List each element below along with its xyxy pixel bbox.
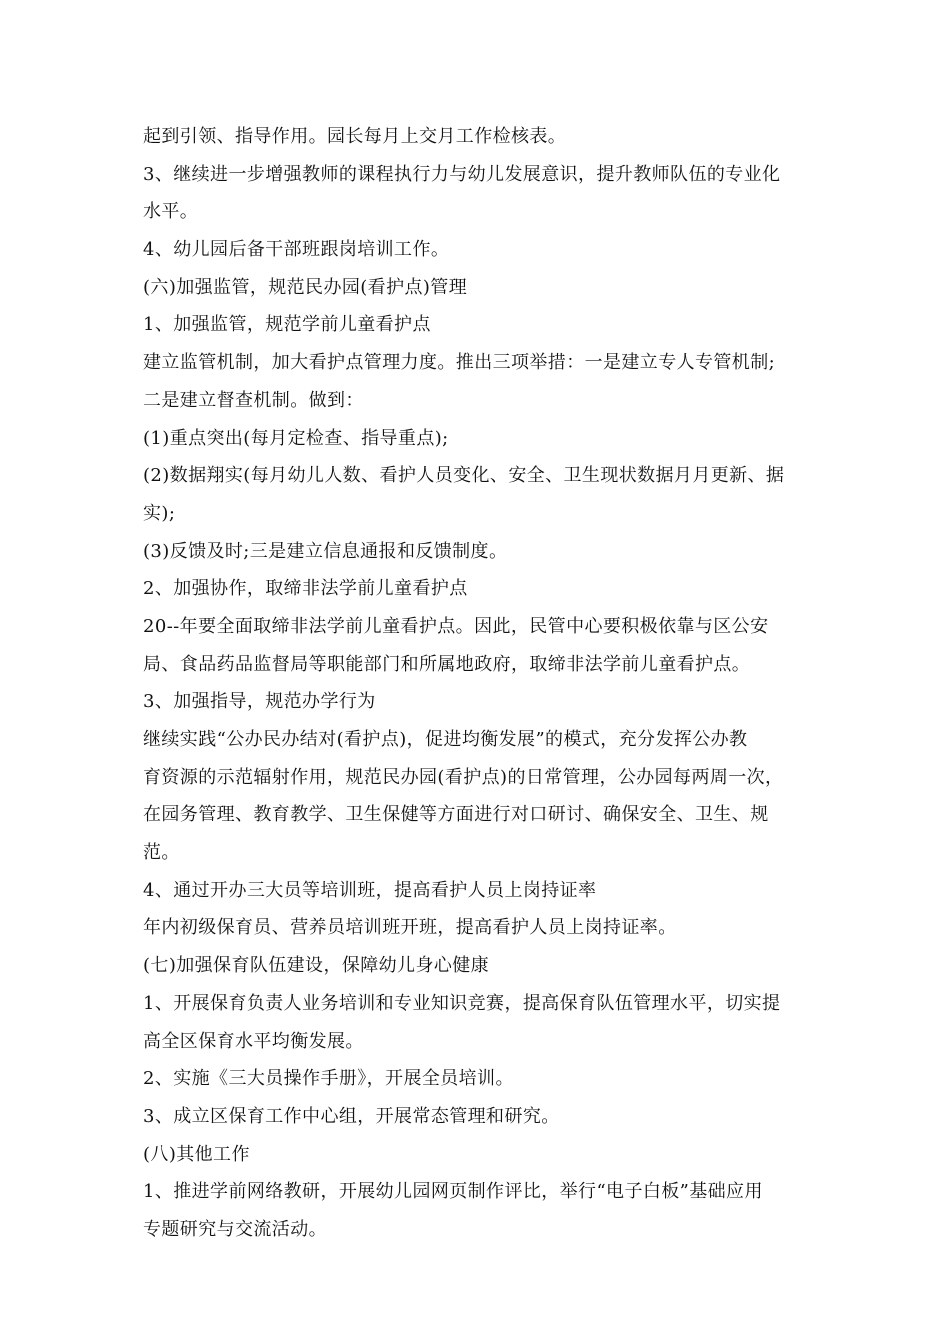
text-line: 4、幼儿园后备干部班跟岗培训工作。 — [143, 239, 450, 261]
text-line: 3、成立区保育工作中心组，开展常态管理和研究。 — [143, 1105, 560, 1127]
text-line: 水平。 — [143, 201, 199, 223]
text-line: 1、开展保育负责人业务培训和专业知识竞赛，提高保育队伍管理水平，切实提 — [143, 992, 781, 1014]
text-line: 起到引领、指导作用。园长每月上交月工作检核表。 — [143, 126, 567, 147]
text-line: 高全区保育水平均衡发展。 — [143, 1030, 364, 1052]
text-line: 专题研究与交流活动。 — [143, 1218, 327, 1240]
text-line: 建立监管机制，加大看护点管理力度。推出三项举措：一是建立专人专管机制; — [143, 352, 776, 374]
text-line: 实); — [143, 502, 176, 524]
section-heading: (六)加强监管，规范民办园(看护点)管理 — [143, 276, 468, 298]
text-line: 育资源的示范辐射作用，规范民办园(看护点)的日常管理，公办园每两周一次， — [143, 766, 784, 788]
text-line: 1、推进学前网络教研，开展幼儿园网页制作评比，举行“电子白板”基础应用 — [143, 1181, 763, 1203]
text-line: 继续实践“公办民办结对(看护点)，促进均衡发展”的模式，充分发挥公办教 — [143, 729, 748, 750]
text-line: 2、加强协作，取缔非法学前儿童看护点 — [143, 578, 468, 600]
text-line: 3、加强指导，规范办学行为 — [143, 691, 376, 713]
text-line: 二是建立督查机制。做到： — [143, 389, 364, 411]
text-line: (2)数据翔实(每月幼儿人数、看护人员变化、安全、卫生现状数据月月更新、据 — [143, 465, 785, 487]
text-line: 年内初级保育员、营养员培训班开班，提高看护人员上岗持证率。 — [143, 917, 677, 939]
text-line: (3)反馈及时;三是建立信息通报和反馈制度。 — [143, 540, 508, 562]
text-line: 1、加强监管，规范学前儿童看护点 — [143, 314, 431, 336]
section-heading: (八)其他工作 — [143, 1143, 250, 1165]
text-line: 4、通过开办三大员等培训班，提高看护人员上岗持证率 — [143, 879, 597, 901]
text-line: 在园务管理、教育教学、卫生保健等方面进行对口研讨、确保安全、卫生、规 — [143, 804, 769, 826]
text-line: (1)重点突出(每月定检查、指导重点); — [143, 427, 449, 449]
section-heading: (七)加强保育队伍建设，保障幼儿身心健康 — [143, 955, 490, 977]
document-body — [143, 118, 823, 1249]
text-line: 范。 — [143, 842, 180, 864]
text-line: 局、食品药品监督局等职能部门和所属地政府，取缔非法学前儿童看护点。 — [143, 653, 751, 675]
text-line: 3、继续进一步增强教师的课程执行力与幼儿发展意识，提升教师队伍的专业化 — [143, 163, 781, 185]
text-line: 20--年要全面取缔非法学前儿童看护点。因此，民管中心要积极依靠与区公安 — [143, 615, 769, 637]
text-line: 2、实施《三大员操作手册》，开展全员培训。 — [143, 1068, 514, 1090]
